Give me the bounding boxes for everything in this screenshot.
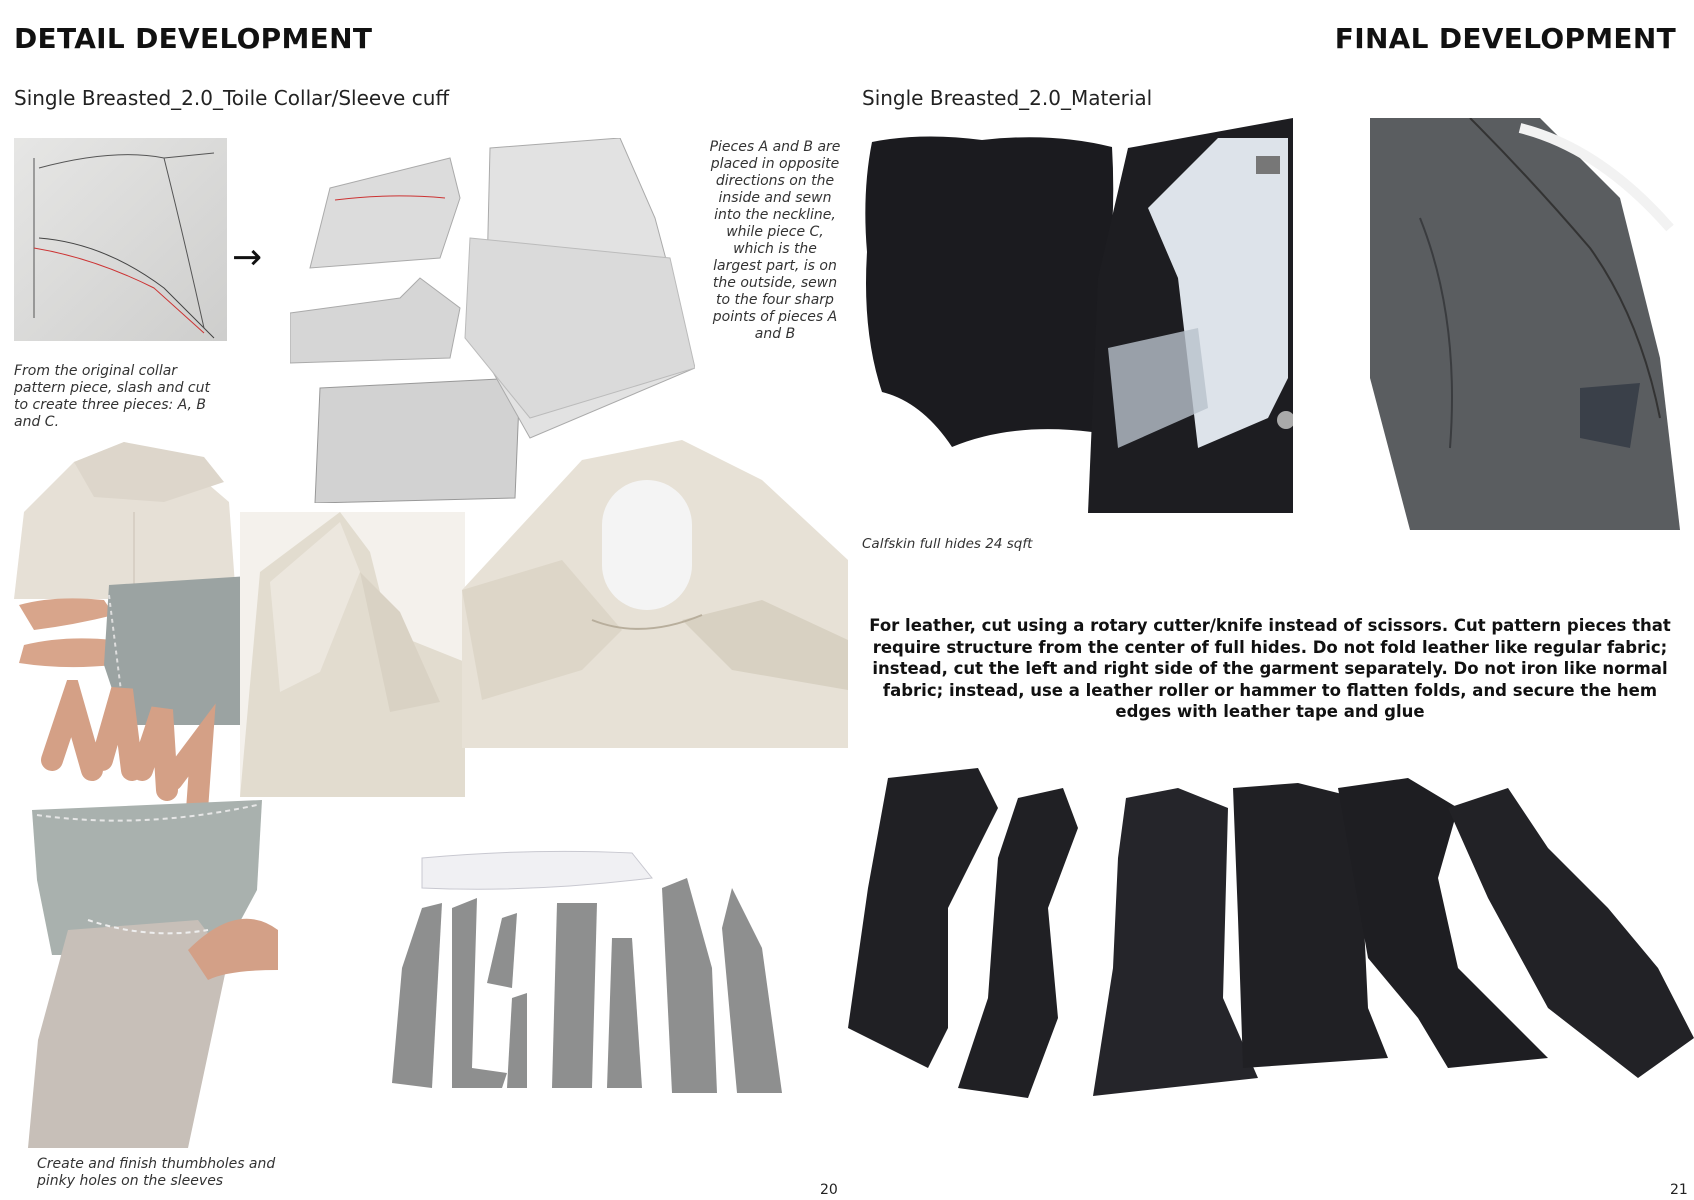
toile-collar-side-photo <box>240 512 465 797</box>
calfskin-hide-photo <box>862 132 1120 450</box>
toile-collar-on-form-photo <box>462 440 848 748</box>
grey-leather-pieces-photo <box>1370 118 1680 530</box>
leather-handling-note: For leather, cut using a rotary cutter/knife instead of scissors. Cut pattern pieces that require structure from the center of full hides. Do not fold leather like regular fabric; instead, cut the left and right side of the garment separately. Do not iron like normal fabric; instead, use a leather roller or hammer to flatten folds, and secure the hem edges with leather tape and glue <box>869 616 1671 721</box>
caption-pieces-placement: Pieces A and B are placed in opposite directions on the inside and sewn into the neckline, while piece C, which is the largest part, is on the outside, sewn to the four sharp points of pieces A and B <box>709 139 841 342</box>
caption-calfskin-hides: Calfskin full hides 24 sqft <box>862 536 1033 552</box>
caption-thumbholes: Create and finish thumbholes and pinky holes on the sleeves <box>37 1156 276 1189</box>
left-page-number: 20 <box>820 1182 838 1198</box>
caption-slash-and-cut: From the original collar pattern piece, slash and cut to create three pieces: A, B and C. <box>14 363 210 430</box>
left-page-heading: DETAIL DEVELOPMENT <box>14 22 373 55</box>
left-page-subheading: Single Breasted_2.0_Toile Collar/Sleeve cuff <box>14 86 450 110</box>
black-leather-pieces-photo <box>848 768 1694 1106</box>
right-page-heading: FINAL DEVELOPMENT <box>1334 22 1676 55</box>
sleeve-pinky-hole-photo <box>28 890 278 1148</box>
right-page-subheading: Single Breasted_2.0_Material <box>862 86 1153 110</box>
arrow-icon: → <box>232 237 263 278</box>
collar-pattern-photo <box>14 138 227 341</box>
right-page-number: 21 <box>1670 1182 1688 1198</box>
grey-fabric-pieces-photo <box>382 848 784 1093</box>
pattern-on-leather-photo <box>1088 118 1293 513</box>
